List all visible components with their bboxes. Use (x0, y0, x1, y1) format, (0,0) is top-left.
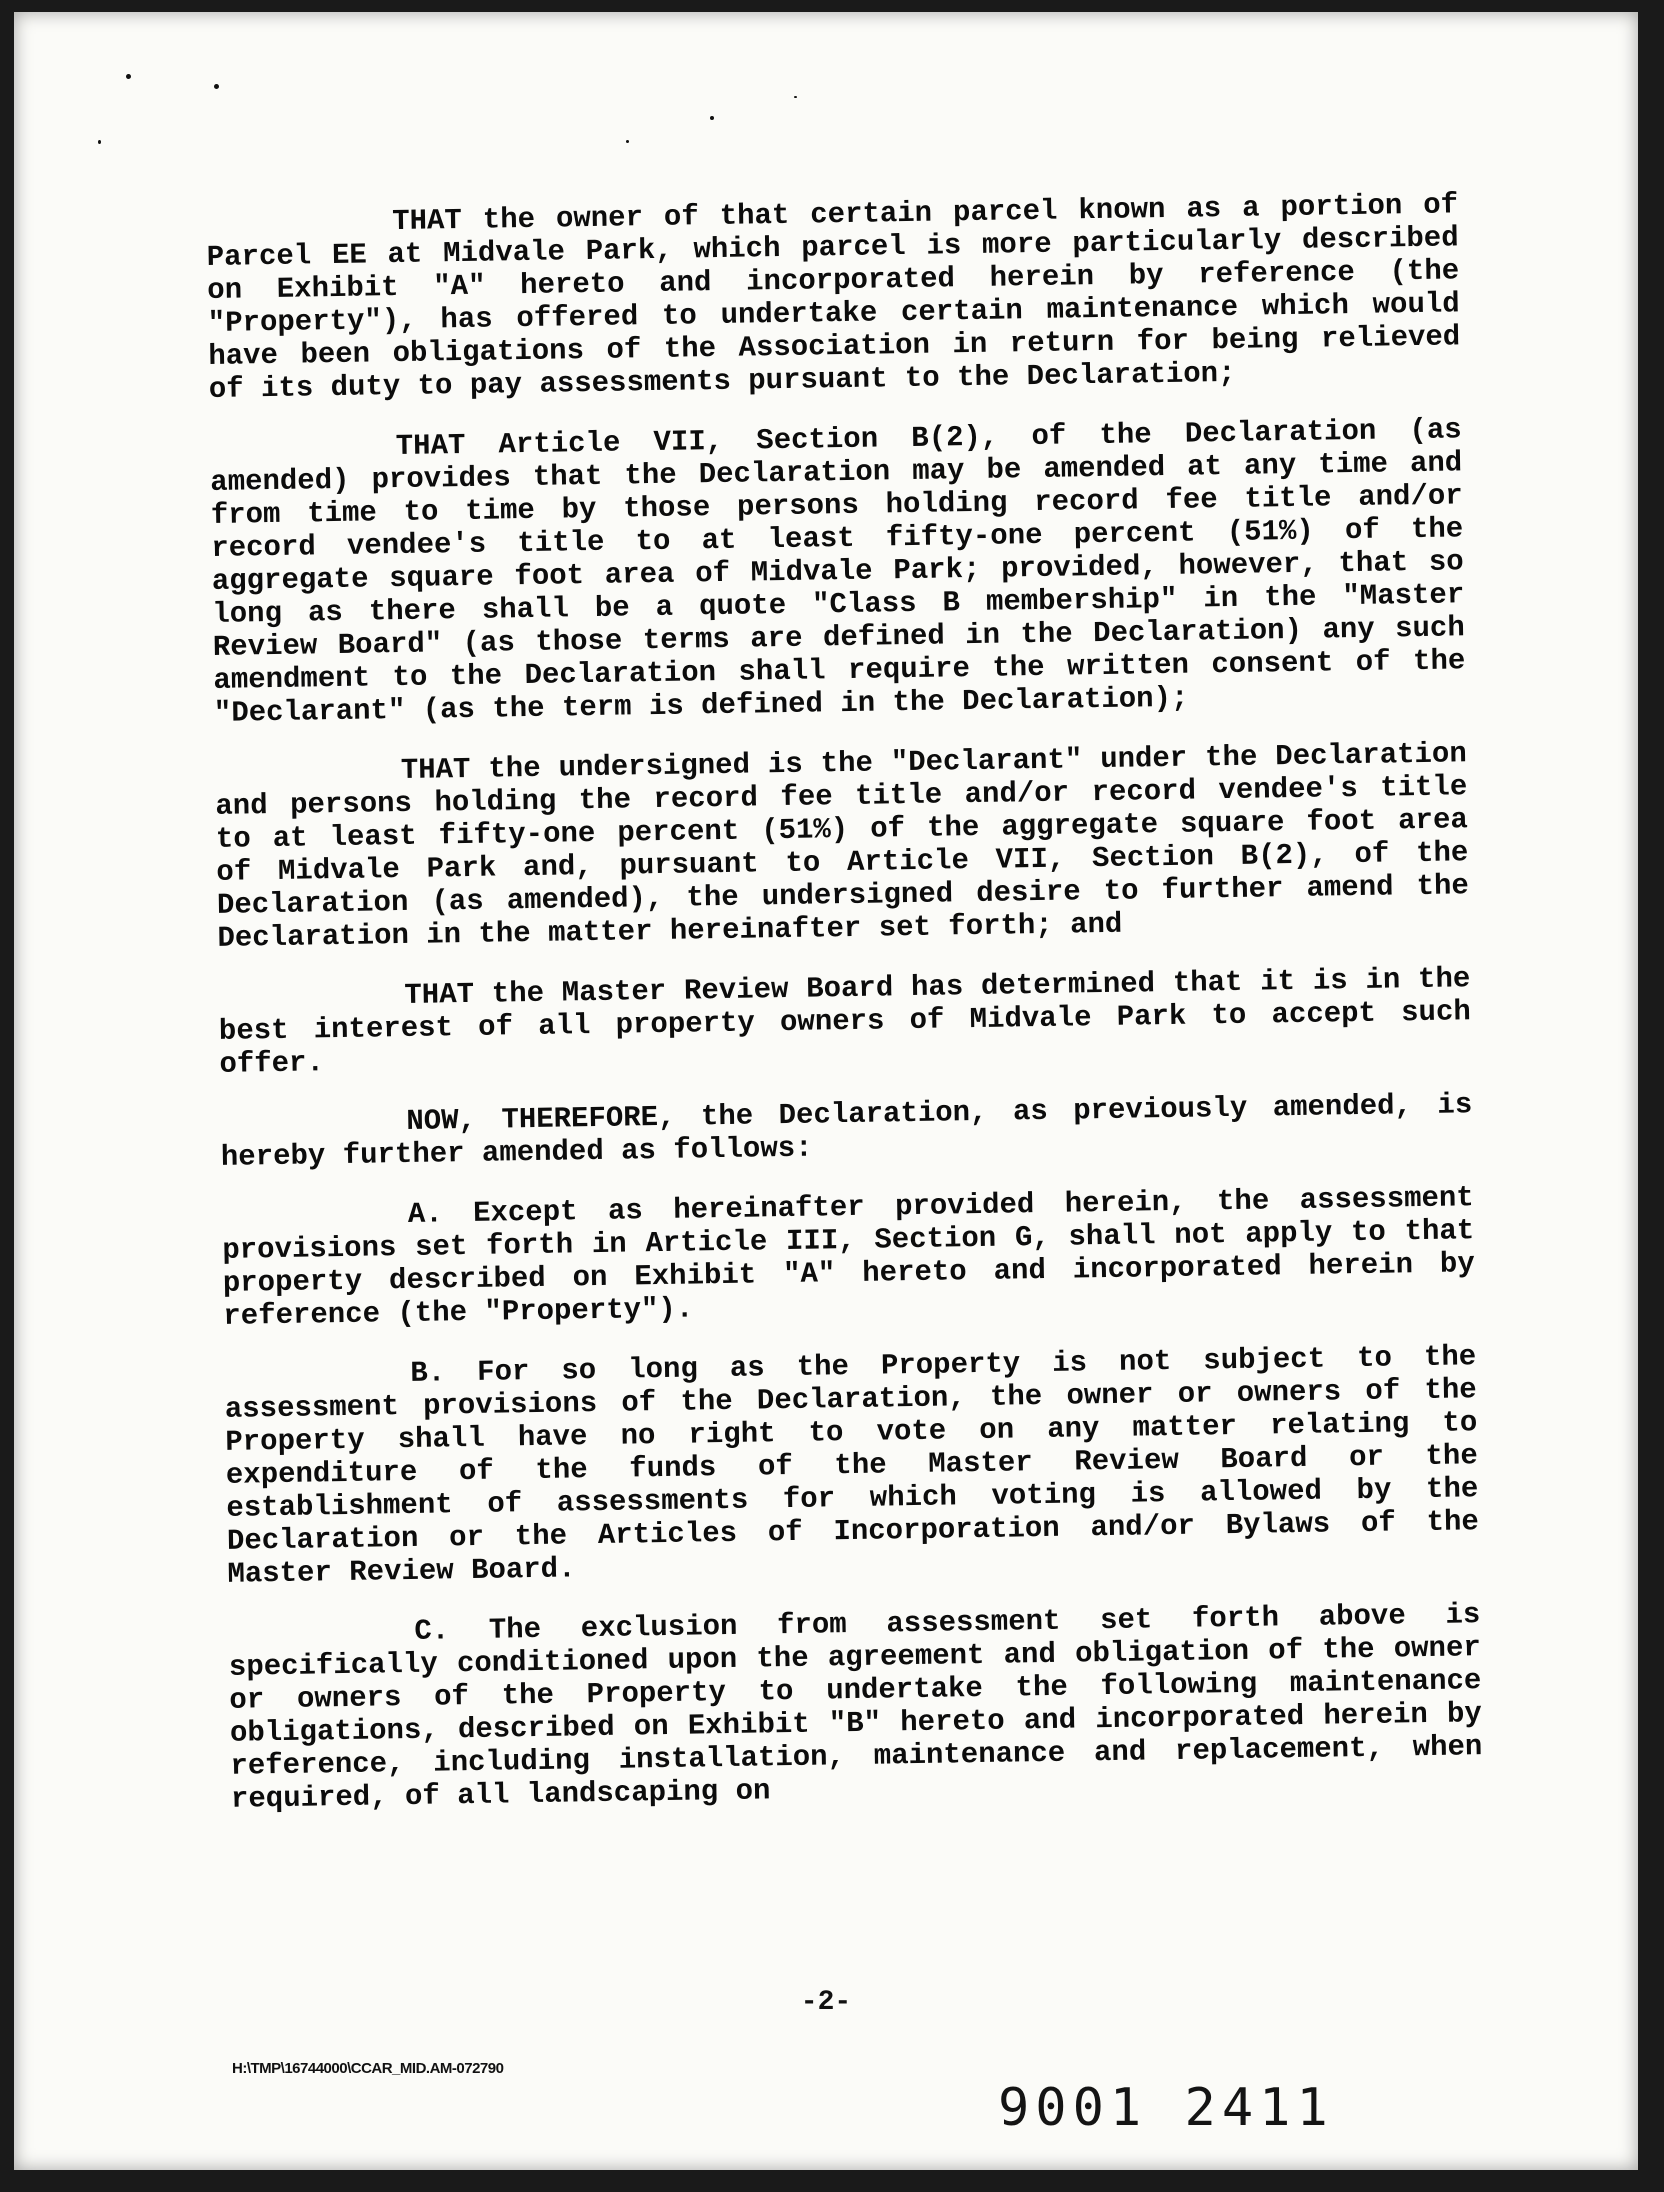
clause-b: B. For so long as the Property is not subject to the assessment provisions of the Declaration, the owner or owners of the Property shall have no right to vote on any matter relating to expenditure of the funds of the Master Review Board or the establishment of assessments for which voting is allowed by the Declaration or the Articles of Incorporation and/or Bylaws of the Master Review Board. (224, 1340, 1480, 1591)
clause-a: A. Except as hereinafter provided herein, the assessment provisions set forth in Article III, Section G, shall not apply to that property described on Exhibit "A" hereto and incorporated herein by reference (the "Property"). (222, 1181, 1475, 1333)
scan-speck (214, 84, 219, 89)
paragraph-now-therefore: NOW, THEREFORE, the Declaration, as previously amended, is hereby further amended as follows: (220, 1088, 1473, 1174)
paragraph-article-vii: THAT Article VII, Section B(2), of the Declaration (as amended) provides that the Declaration may be amended at any time and from time to time by those persons holding record fee title and/or record vendee's title to at least fifty-one percent (51%) of the aggregate square foot area of Midvale Park; provided, however, that so long as there shall be a quote "Class B membership" in the "Master Review Board" (as those terms are defined in the Declaration) any such amendment to the Declaration shall require the written consent of the "Declarant" (as the term is defined in the Declaration); (210, 413, 1466, 730)
scan-speck (710, 116, 714, 120)
document-body (206, 188, 1484, 1842)
paragraph-master-review-board: THAT the Master Review Board has determined that it is in the best interest of all property owners of Midvale Park to accept such offer. (218, 962, 1472, 1081)
scan-speck (794, 96, 797, 98)
paragraph-undersigned: THAT the undersigned is the "Declarant" under the Declaration and persons holding the record fee title and/or record vendee's title to at least fifty-one percent (51%) of the aggregate square foot area of Midvale Park and, pursuant to Article VII, Section B(2), of the Declaration (as amended), the undersigned desire to further amend the Declaration in the matter hereinafter set forth; and (215, 737, 1470, 955)
document-number: 9001 2411 (998, 2078, 1334, 2138)
scan-speck (126, 74, 131, 79)
document-page (14, 12, 1638, 2170)
file-path-footer: H:\TMP\16744000\CCAR_MID.AM-072790 (232, 2060, 504, 2077)
clause-c: C. The exclusion from assessment set forth above is specifically conditioned upon the agreement and obligation of the owner or owners of the Property to undertake the following maintenance obligations, described on Exhibit "B" hereto and incorporated herein by reference, including installation, maintenance and replacement, when required, of all landscaping on (228, 1598, 1483, 1816)
paragraph-parcel-offer: THAT the owner of that certain parcel known as a portion of Parcel EE at Midvale Park, which parcel is more particularly described on Exhibit "A" hereto and incorporated herein by reference (the "Property"), has offered to undertake certain maintenance which would have been obligations of the Association in return for being relieved of its duty to pay assessments pursuant to the Declaration; (206, 188, 1461, 406)
page-number: -2- (800, 1987, 852, 2018)
scan-speck (626, 140, 629, 143)
scan-speck (98, 140, 101, 144)
